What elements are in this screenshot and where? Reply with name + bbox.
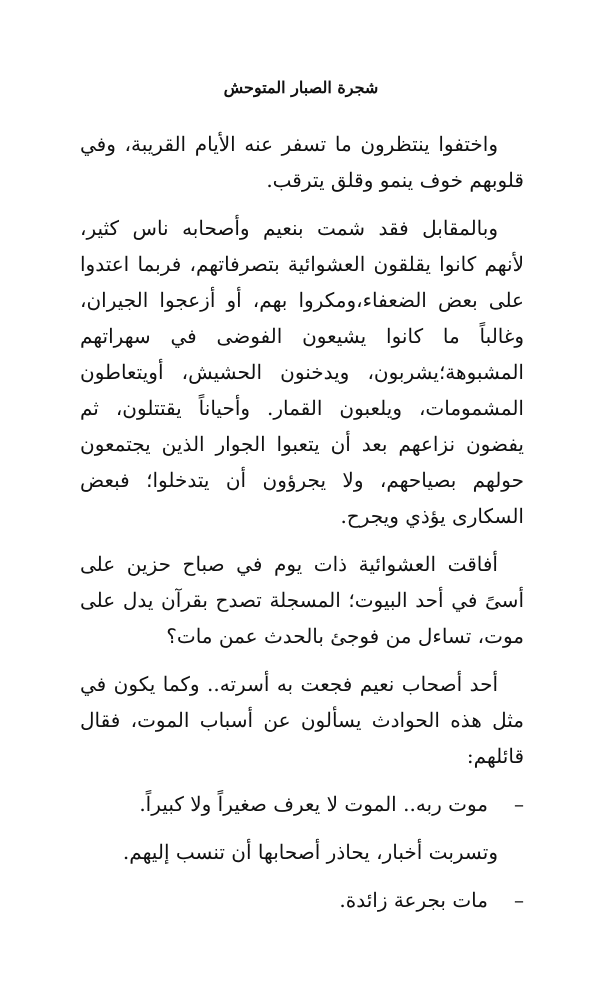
dialog-dash: – xyxy=(514,888,524,912)
paragraph-1: واختفوا ينتظرون ما تسفر عنه الأيام القريبة، وفي قلوبهم خوف ينمو وقلق يترقب. xyxy=(80,132,524,192)
narration-line: وتسربت أخبار، يحاذر أصحابها أن تنسب إليهم. xyxy=(122,840,498,864)
paragraph-2: وبالمقابل فقد شمت بنعيم وأصحابه ناس كثير، لأنهم كانوا يقلقون العشوائية بتصرفاتهم، فربما اعتدوا على بعض الضعفاء،ومكروا بهم، أو أزعجوا الجيران، وغالباً ما كانوا يشيعون الفوضى في سهراتهم المشبوهة؛يشربون، ويدخنون الحشيش، أويتعاطون المشمومات، ويلعبون القمار. وأحياناً يقتتلون، ثم يفضون نزاعهم بعد أن يتعبوا الجوار الذين يجتمعون حولهم بصياحهم، ولا يجرؤون أن يتدخلوا؛ فبعض السكارى يؤذي ويجرح. xyxy=(80,216,524,528)
dialog-text: موت ربه.. الموت لا يعرف صغيراً ولا كبيراً. xyxy=(139,792,488,816)
paragraph-3: أفاقت العشوائية ذات يوم في صباح حزين على أسىً في أحد البيوت؛ المسجلة تصدح بقرآن يدل على موت، تساءل من فوجئ بالحدث عمن مات؟ xyxy=(80,552,524,648)
dialog-text: مات بجرعة زائدة. xyxy=(339,888,488,912)
dialog-line-1 xyxy=(80,786,524,822)
body-text xyxy=(80,126,524,930)
paragraph-4: أحد أصحاب نعيم فجعت به أسرته.. وكما يكون في مثل هذه الحوادث يسألون عن أسباب الموت، فقال قائلهم: xyxy=(80,672,524,768)
dialog-line-2 xyxy=(80,882,524,918)
dialog-dash: – xyxy=(514,792,524,816)
running-header: شجرة الصبار المتوحش xyxy=(223,78,379,97)
